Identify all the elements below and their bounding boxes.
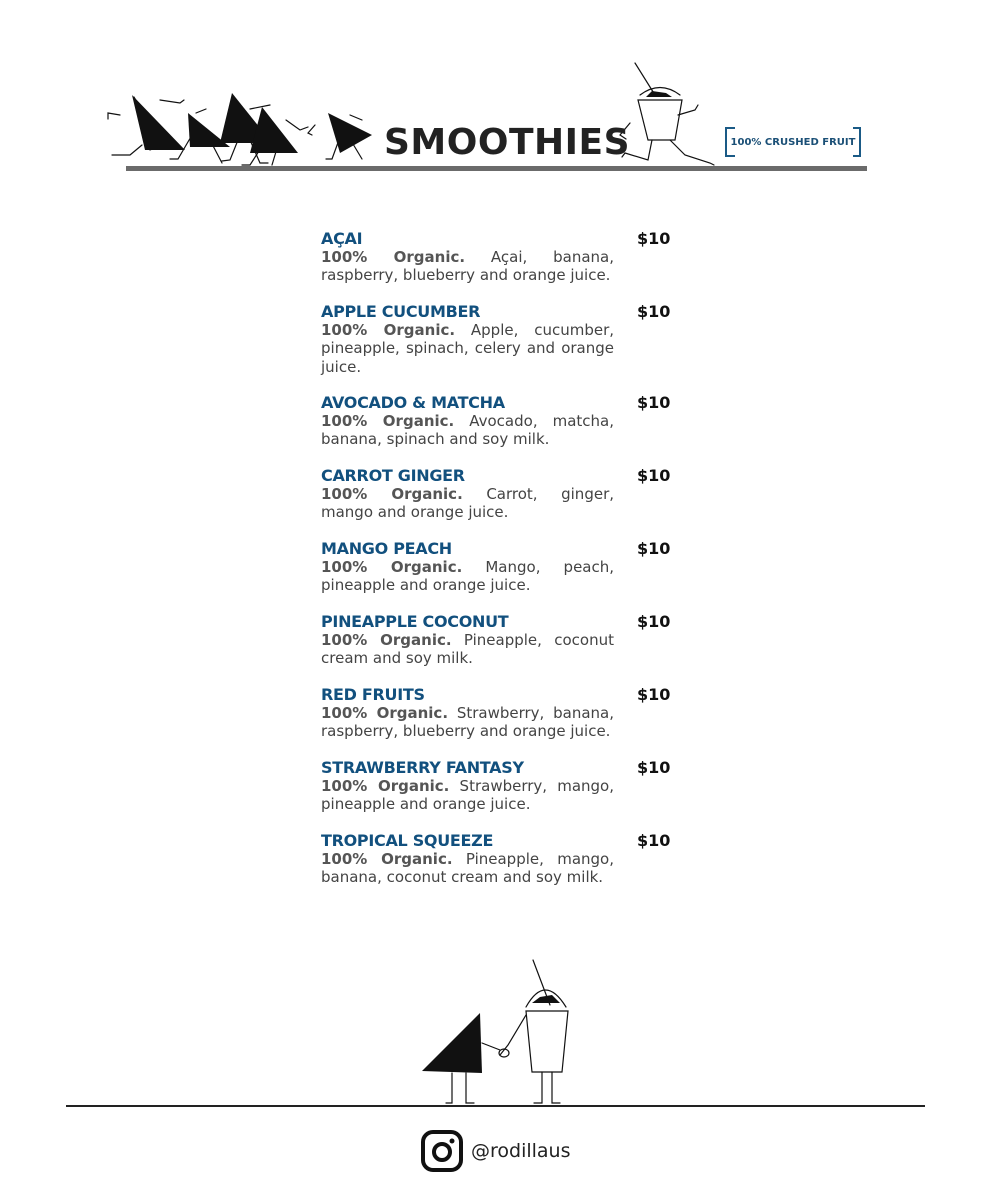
item-name: RED FRUITS xyxy=(321,685,425,704)
ingredients: Mango, peach, pineapple and orange juice. xyxy=(321,558,615,595)
item-name: STRAWBERRY FANTASY xyxy=(321,758,524,777)
item-name: PINEAPPLE COCONUT xyxy=(321,612,509,631)
organic-label: 100% Organic. xyxy=(321,412,455,430)
organic-label: 100% Organic. xyxy=(321,248,466,266)
item-name: APPLE CUCUMBER xyxy=(321,302,481,321)
item-price: $10 xyxy=(637,758,671,777)
item-description xyxy=(321,248,614,285)
ingredients: Apple, cucumber, pineapple, spinach, celery and orange juice. xyxy=(321,321,615,376)
organic-label: 100% Organic. xyxy=(321,321,456,339)
menu-item xyxy=(321,394,673,467)
item-price: $10 xyxy=(637,466,671,485)
item-price: $10 xyxy=(637,685,671,704)
instagram-handle[interactable]: @rodillaus xyxy=(471,1140,571,1162)
footer-divider xyxy=(66,1105,925,1107)
item-name: AVOCADO & MATCHA xyxy=(321,393,505,412)
ingredients: Pineapple, coconut cream and soy milk. xyxy=(321,631,614,668)
item-description xyxy=(321,777,614,814)
organic-label: 100% Organic. xyxy=(321,777,450,795)
menu-item xyxy=(321,686,673,759)
badge-label: 100% CRUSHED FRUIT xyxy=(730,136,856,148)
ingredients: Carrot, ginger, mango and orange juice. xyxy=(321,485,615,522)
item-name: CARROT GINGER xyxy=(321,466,465,485)
organic-label: 100% Organic. xyxy=(321,631,452,649)
footer-illustration xyxy=(410,955,585,1110)
menu-item xyxy=(321,230,673,303)
header-divider xyxy=(126,166,867,171)
ingredients: Avocado, matcha, banana, spinach and soy milk. xyxy=(321,412,615,449)
item-description xyxy=(321,321,614,376)
item-price: $10 xyxy=(637,612,671,631)
item-description xyxy=(321,704,614,741)
menu-item xyxy=(321,303,673,394)
organic-label: 100% Organic. xyxy=(321,704,449,722)
item-description xyxy=(321,485,614,522)
ingredients: Strawberry, banana, raspberry, blueberry and orange juice. xyxy=(321,704,614,741)
menu-item xyxy=(321,613,673,686)
ingredients: Açai, banana, raspberry, blueberry and orange juice. xyxy=(321,248,614,285)
ingredients: Pineapple, mango, banana, coconut cream and soy milk. xyxy=(321,850,614,887)
social-link[interactable] xyxy=(421,1130,571,1172)
menu-item xyxy=(321,540,673,613)
organic-label: 100% Organic. xyxy=(321,850,453,868)
item-description xyxy=(321,558,614,595)
item-name: MANGO PEACH xyxy=(321,539,452,558)
organic-label: 100% Organic. xyxy=(321,558,463,576)
crushed-fruit-badge xyxy=(725,127,861,157)
instagram-icon xyxy=(421,1130,463,1172)
organic-label: 100% Organic. xyxy=(321,485,463,503)
item-price: $10 xyxy=(637,302,671,321)
smoothie-menu xyxy=(321,230,673,905)
item-price: $10 xyxy=(637,539,671,558)
item-price: $10 xyxy=(637,229,671,248)
item-description xyxy=(321,850,614,887)
item-description xyxy=(321,631,614,668)
item-name: AÇAI xyxy=(321,229,363,248)
ingredients: Strawberry, mango, pineapple and orange juice. xyxy=(321,777,615,814)
menu-item xyxy=(321,467,673,540)
page-title: SMOOTHIES xyxy=(384,122,631,163)
menu-item xyxy=(321,832,673,905)
item-price: $10 xyxy=(637,393,671,412)
menu-item xyxy=(321,759,673,832)
item-price: $10 xyxy=(637,831,671,850)
item-name: TROPICAL SQUEEZE xyxy=(321,831,494,850)
item-description xyxy=(321,412,614,449)
